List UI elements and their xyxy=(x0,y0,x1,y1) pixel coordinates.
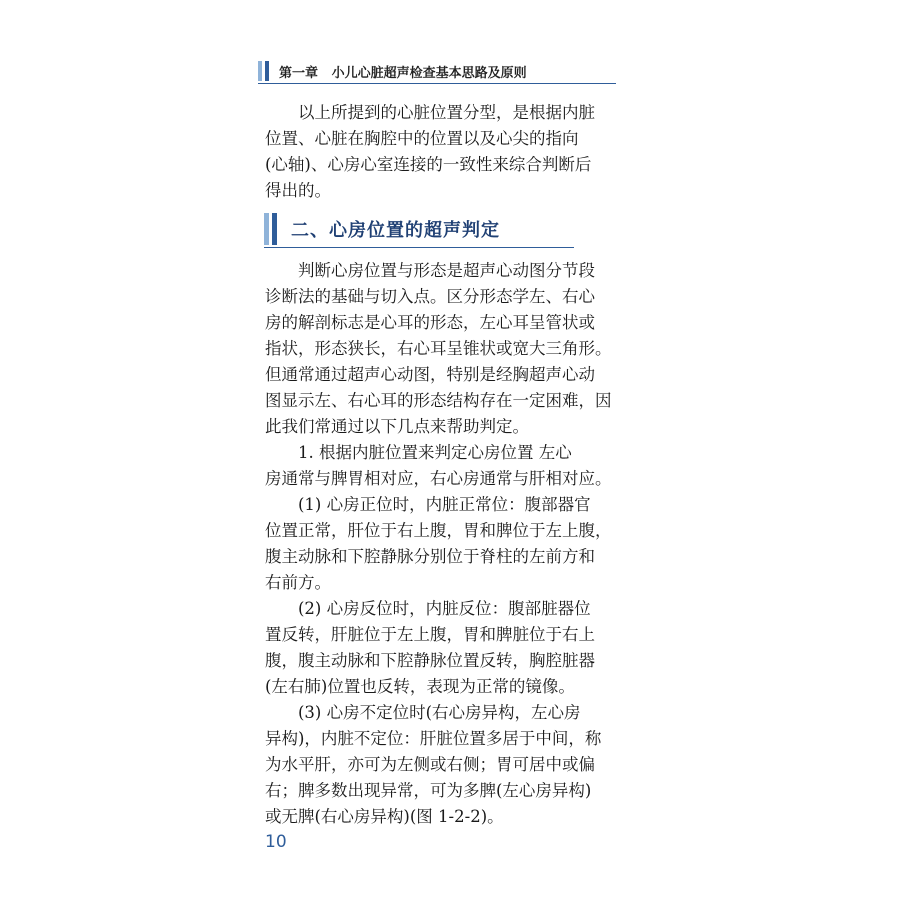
text-line: 右；脾多数出现异常，可为多脾(左心房异构) xyxy=(265,781,592,800)
text-line: 位置正常，肝位于右上腹，胃和脾位于左上腹， xyxy=(265,521,612,540)
text-line: 1. 根据内脏位置来判定心房位置 左心 xyxy=(298,443,572,462)
header-accent-bar-dark xyxy=(265,61,269,81)
intro-paragraph xyxy=(265,100,617,204)
body-paragraph xyxy=(265,596,617,700)
text-line: 此我们常通过以下几点来帮助判定。 xyxy=(265,417,529,436)
text-line: 异构)，内脏不定位：肝脏位置多居于中间，称 xyxy=(265,729,602,748)
text-line: 房的解剖标志是心耳的形态，左心耳呈管状或 xyxy=(265,313,595,332)
text-line: 置反转，肝脏位于左上腹，胃和脾脏位于右上 xyxy=(265,625,595,644)
body-paragraph xyxy=(265,492,617,596)
text-line: 指状，形态狭长，右心耳呈锥状或宽大三角形。 xyxy=(265,339,612,358)
text-line: 腹主动脉和下腔静脉分别位于脊柱的左前方和 xyxy=(265,547,595,566)
body-paragraph xyxy=(265,258,617,440)
text-line: (1) 心房正位时，内脏正常位：腹部器官 xyxy=(298,495,591,514)
text-line: 以上所提到的心脏位置分型，是根据内脏 xyxy=(298,103,595,122)
text-line: 房通常与脾胃相对应，右心房通常与肝相对应。 xyxy=(265,469,612,488)
body-paragraph xyxy=(265,700,617,830)
section-rule xyxy=(264,247,574,248)
page-number: 10 xyxy=(265,832,287,852)
section-accent-bar-light xyxy=(264,213,269,245)
text-line: 判断心房位置与形态是超声心动图分节段 xyxy=(298,261,595,280)
text-line: 但通常通过超声心动图，特别是经胸超声心动 xyxy=(265,365,595,384)
text-line: 图显示左、右心耳的形态结构存在一定困难，因 xyxy=(265,391,612,410)
text-line: (左右肺)位置也反转，表现为正常的镜像。 xyxy=(265,677,575,696)
section-accent-bar-dark xyxy=(272,213,277,245)
text-line: 得出的。 xyxy=(265,181,331,200)
chapter-title: 第一章 小儿心脏超声检查基本思路及原则 xyxy=(279,65,527,81)
text-line: (2) 心房反位时，内脏反位：腹部脏器位 xyxy=(298,599,591,618)
body-paragraph xyxy=(265,440,617,492)
text-line: 诊断法的基础与切入点。区分形态学左、右心 xyxy=(265,287,595,306)
text-line: 腹，腹主动脉和下腔静脉位置反转，胸腔脏器 xyxy=(265,651,595,670)
text-line: 为水平肝，亦可为左侧或右侧；胃可居中或偏 xyxy=(265,755,595,774)
running-header xyxy=(258,60,616,82)
section-title: 二、心房位置的超声判定 xyxy=(291,220,500,241)
section-heading xyxy=(264,212,574,246)
text-line: 右前方。 xyxy=(265,573,331,592)
header-rule xyxy=(258,83,616,84)
text-line: (心轴)、心房心室连接的一致性来综合判断后 xyxy=(265,155,592,174)
text-line: 或无脾(右心房异构)(图 1-2-2)。 xyxy=(265,807,504,826)
header-accent-bar-light xyxy=(258,61,262,81)
text-line: 位置、心脏在胸腔中的位置以及心尖的指向 xyxy=(265,129,579,148)
text-line: (3) 心房不定位时(右心房异构，左心房 xyxy=(298,703,581,722)
